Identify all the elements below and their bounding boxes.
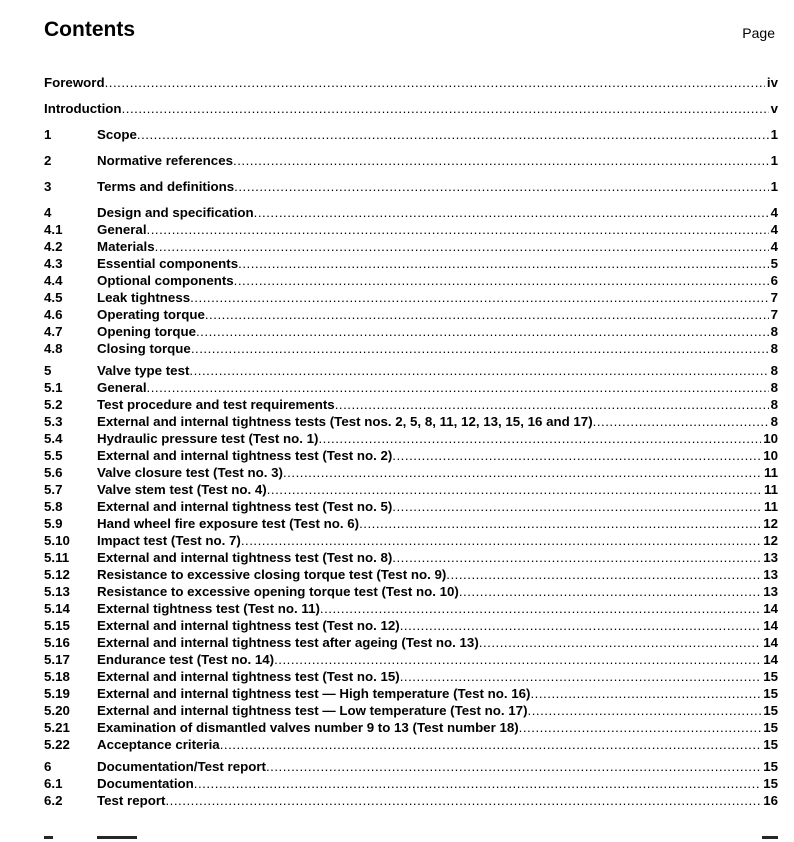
toc-entry-page: 8 xyxy=(770,341,778,356)
toc-entry-page: 13 xyxy=(763,550,778,565)
toc-entry[interactable] xyxy=(44,430,778,447)
toc-entry-page: 10 xyxy=(763,431,778,446)
dot-leader xyxy=(147,221,769,238)
toc-entry-page: 15 xyxy=(763,703,778,718)
toc-entry-title: Impact test (Test no. 7) xyxy=(97,533,241,548)
toc-entry-title: Valve stem test (Test no. 4) xyxy=(97,482,267,497)
toc-entry-title: External and internal tightness test — Low temperature (Test no. 17) xyxy=(97,703,528,718)
toc-entry-number: 4.2 xyxy=(44,239,63,254)
toc-entry-page: 15 xyxy=(763,776,778,791)
toc-entry-title: Test procedure and test requirements xyxy=(97,397,335,412)
toc-entry-page: 15 xyxy=(763,669,778,684)
toc-entry[interactable] xyxy=(44,758,778,775)
toc-entry-title: Introduction xyxy=(44,101,122,116)
dot-leader xyxy=(234,272,769,289)
toc-entry[interactable] xyxy=(44,532,778,549)
toc-entry[interactable] xyxy=(44,464,778,481)
toc-entry-number: 5.15 xyxy=(44,618,70,633)
toc-entry-title: Design and specification xyxy=(97,205,254,220)
toc-entry-title: General xyxy=(97,222,147,237)
dot-leader xyxy=(147,379,769,396)
toc-entry-number: 5.18 xyxy=(44,669,70,684)
dot-leader xyxy=(318,430,761,447)
toc-entry[interactable] xyxy=(44,549,778,566)
toc-entry[interactable] xyxy=(44,515,778,532)
toc-entry-number: 4 xyxy=(44,205,52,220)
toc-entry-number: 5.14 xyxy=(44,601,70,616)
dot-leader xyxy=(446,566,761,583)
toc-entry-title: External and internal tightness test — High temperature (Test no. 16) xyxy=(97,686,531,701)
toc-entry[interactable] xyxy=(44,634,778,651)
toc-entry-number: 5.22 xyxy=(44,737,70,752)
toc-entry-page: 11 xyxy=(763,482,778,497)
toc-entry-number: 4.1 xyxy=(44,222,63,237)
dot-leader xyxy=(122,100,769,117)
toc-entry-number: 5.13 xyxy=(44,584,70,599)
toc-entry-number: 5.7 xyxy=(44,482,63,497)
toc-entry-page: 14 xyxy=(763,601,778,616)
toc-entry[interactable] xyxy=(44,447,778,464)
toc-entry-title: External and internal tightness test (Test no. 5) xyxy=(97,499,393,514)
toc-entry-page: iv xyxy=(766,75,778,90)
toc-entry-title: Resistance to excessive opening torque test (Test no. 10) xyxy=(97,584,459,599)
toc-entry-page: 15 xyxy=(763,720,778,735)
toc-entry-title: Essential components xyxy=(97,256,239,271)
toc-entry-number: 4.6 xyxy=(44,307,63,322)
toc-entry-number: 5.9 xyxy=(44,516,63,531)
toc-entry-title: External and internal tightness tests (Test nos. 2, 5, 8, 11, 12, 13, 15, 16 and 17) xyxy=(97,414,593,429)
toc-entry-page: 4 xyxy=(770,205,778,220)
toc-entry-title: Hand wheel fire exposure test (Test no. 6) xyxy=(97,516,360,531)
dot-leader xyxy=(241,532,761,549)
toc-entry-title: Operating torque xyxy=(97,307,205,322)
toc-entry-title: External and internal tightness test (Test no. 15) xyxy=(97,669,400,684)
toc-entry[interactable] xyxy=(44,362,778,379)
dot-leader xyxy=(530,685,761,702)
dot-leader xyxy=(392,549,761,566)
toc-entry-page: 1 xyxy=(770,127,778,142)
toc-entry-number: 5.20 xyxy=(44,703,70,718)
toc-entry-title: Documentation xyxy=(97,776,194,791)
toc-entry-number: 5.11 xyxy=(44,550,70,565)
toc-entry-page: 15 xyxy=(763,686,778,701)
dot-leader xyxy=(274,651,761,668)
toc-entry-page: v xyxy=(770,101,778,116)
toc-entry-title: Valve closure test (Test no. 3) xyxy=(97,465,283,480)
toc-entry-number: 5.21 xyxy=(44,720,70,735)
toc-entry-page: 8 xyxy=(770,380,778,395)
toc-entry[interactable] xyxy=(44,566,778,583)
toc-entry[interactable] xyxy=(44,204,778,221)
dot-leader xyxy=(191,340,769,357)
toc-entry-number: 1 xyxy=(44,127,52,142)
toc-entry[interactable] xyxy=(44,719,778,736)
toc-entry[interactable] xyxy=(44,221,778,238)
toc-entry-title: Foreword xyxy=(44,75,105,90)
dot-leader xyxy=(528,702,762,719)
toc-entry-page: 12 xyxy=(763,533,778,548)
toc-entry-title: Valve type test xyxy=(97,363,190,378)
toc-entry-number: 4.8 xyxy=(44,341,63,356)
toc-entry[interactable] xyxy=(44,306,778,323)
toc-entry-number: 3 xyxy=(44,179,52,194)
toc-entry-page: 11 xyxy=(763,499,778,514)
dot-leader xyxy=(400,668,762,685)
dot-leader xyxy=(194,775,761,792)
dot-leader xyxy=(189,362,768,379)
dot-leader xyxy=(234,178,768,195)
toc-entry[interactable] xyxy=(44,100,778,117)
dot-leader xyxy=(320,600,761,617)
toc-entry-page: 4 xyxy=(770,222,778,237)
toc-entry-number: 5.8 xyxy=(44,499,63,514)
toc-entry-title: Leak tightness xyxy=(97,290,191,305)
page-title: Contents xyxy=(44,18,135,41)
toc-entry[interactable] xyxy=(44,323,778,340)
clipped-title-fragment xyxy=(97,836,137,839)
toc-entry[interactable] xyxy=(44,272,778,289)
dot-leader xyxy=(335,396,769,413)
dot-leader xyxy=(400,617,762,634)
toc-entry-number: 6.1 xyxy=(44,776,63,791)
toc-entry-title: External and internal tightness test (Test no. 8) xyxy=(97,550,393,565)
toc-entry-number: 5.2 xyxy=(44,397,63,412)
toc-entry-title: External and internal tightness test after ageing (Test no. 13) xyxy=(97,635,479,650)
toc-entry-page: 7 xyxy=(770,290,778,305)
toc-entry[interactable] xyxy=(44,498,778,515)
toc-entry-page: 1 xyxy=(770,153,778,168)
toc-entry[interactable] xyxy=(44,481,778,498)
toc-entry[interactable] xyxy=(44,651,778,668)
toc-entry-number: 4.3 xyxy=(44,256,63,271)
toc-entry[interactable] xyxy=(44,600,778,617)
toc-entry-page: 13 xyxy=(763,584,778,599)
dot-leader xyxy=(459,583,761,600)
toc-entry-title: Test report xyxy=(97,793,166,808)
toc-entry-title: External and internal tightness test (Test no. 2) xyxy=(97,448,393,463)
toc-entry-number: 6 xyxy=(44,759,52,774)
toc-entry-page: 8 xyxy=(770,414,778,429)
toc-entry-title: Opening torque xyxy=(97,324,196,339)
toc-entry[interactable] xyxy=(44,178,778,195)
dot-leader xyxy=(359,515,761,532)
toc-entry-number: 5.19 xyxy=(44,686,70,701)
toc-entry-title: Examination of dismantled valves number 9 to 13 (Test number 18) xyxy=(97,720,519,735)
dot-leader xyxy=(254,204,769,221)
dot-leader xyxy=(165,792,761,809)
toc-entry-title: Endurance test (Test no. 14) xyxy=(97,652,275,667)
toc-entry[interactable] xyxy=(44,668,778,685)
toc-entry-number: 6.2 xyxy=(44,793,63,808)
toc-entry-page: 8 xyxy=(770,324,778,339)
dot-leader xyxy=(205,306,769,323)
toc-entry[interactable] xyxy=(44,736,778,753)
toc-entry-number: 5.4 xyxy=(44,431,63,446)
toc-entry[interactable] xyxy=(44,255,778,272)
dot-leader xyxy=(266,758,761,775)
toc-entry-page: 13 xyxy=(763,567,778,582)
toc-entry-title: Resistance to excessive closing torque test (Test no. 9) xyxy=(97,567,447,582)
toc-entry-title: External and internal tightness test (Test no. 12) xyxy=(97,618,400,633)
toc-entry-page: 15 xyxy=(763,759,778,774)
dot-leader xyxy=(283,464,762,481)
toc-entry-number: 4.7 xyxy=(44,324,63,339)
toc-entry-number: 4.5 xyxy=(44,290,63,305)
page-column-label: Page xyxy=(742,25,775,41)
toc-entry[interactable] xyxy=(44,379,778,396)
toc-entry-page: 6 xyxy=(770,273,778,288)
toc-entry-number: 4.4 xyxy=(44,273,63,288)
toc-entry-page: 14 xyxy=(763,618,778,633)
toc-entry-title: Acceptance criteria xyxy=(97,737,220,752)
toc-entry-page: 14 xyxy=(763,635,778,650)
dot-leader xyxy=(593,413,769,430)
toc-entry-title: Documentation/Test report xyxy=(97,759,266,774)
toc-entry-page: 10 xyxy=(763,448,778,463)
toc-entry-number: 5.3 xyxy=(44,414,63,429)
toc-entry-number: 5.5 xyxy=(44,448,63,463)
toc-entry[interactable] xyxy=(44,289,778,306)
toc-entry-title: Normative references xyxy=(97,153,233,168)
toc-entry-page: 5 xyxy=(770,256,778,271)
clipped-next-entry xyxy=(44,836,778,842)
toc-entry-number: 5 xyxy=(44,363,52,378)
toc-entry-number: 5.17 xyxy=(44,652,70,667)
dot-leader xyxy=(196,323,769,340)
dot-leader xyxy=(105,74,765,91)
toc-entry-title: Closing torque xyxy=(97,341,191,356)
toc-entry-page: 11 xyxy=(763,465,778,480)
toc-entry[interactable] xyxy=(44,396,778,413)
toc-entry-page: 8 xyxy=(770,397,778,412)
dot-leader xyxy=(267,481,762,498)
toc-entry-title: Scope xyxy=(97,127,137,142)
dot-leader xyxy=(233,152,769,169)
clipped-number-fragment xyxy=(44,836,53,839)
toc-entry-page: 12 xyxy=(763,516,778,531)
toc-entry-page: 7 xyxy=(770,307,778,322)
toc-entry-page: 14 xyxy=(763,652,778,667)
toc-entry-title: Optional components xyxy=(97,273,234,288)
toc-entry-page: 16 xyxy=(763,793,778,808)
toc-entry-title: Materials xyxy=(97,239,155,254)
toc-entry-number: 5.6 xyxy=(44,465,63,480)
toc-entry[interactable] xyxy=(44,702,778,719)
dot-leader xyxy=(392,447,761,464)
toc-entry[interactable] xyxy=(44,413,778,430)
toc-entry-number: 5.16 xyxy=(44,635,70,650)
toc-entry[interactable] xyxy=(44,238,778,255)
toc-entry[interactable] xyxy=(44,792,778,809)
toc-entry[interactable] xyxy=(44,126,778,143)
toc-entry-title: General xyxy=(97,380,147,395)
dot-leader xyxy=(238,255,768,272)
table-of-contents xyxy=(44,74,778,809)
toc-entry-title: Terms and definitions xyxy=(97,179,235,194)
toc-entry-page: 4 xyxy=(770,239,778,254)
toc-entry[interactable] xyxy=(44,74,778,91)
dot-leader xyxy=(519,719,762,736)
toc-entry-number: 5.1 xyxy=(44,380,63,395)
toc-entry[interactable] xyxy=(44,775,778,792)
toc-entry-number: 5.10 xyxy=(44,533,70,548)
dot-leader xyxy=(392,498,762,515)
toc-entry-number: 5.12 xyxy=(44,567,70,582)
toc-entry-title: External tightness test (Test no. 11) xyxy=(97,601,320,616)
toc-entry-title: Hydraulic pressure test (Test no. 1) xyxy=(97,431,319,446)
toc-entry-page: 15 xyxy=(763,737,778,752)
toc-entry-page: 8 xyxy=(770,363,778,378)
toc-entry[interactable] xyxy=(44,152,778,169)
toc-entry[interactable] xyxy=(44,583,778,600)
dot-leader xyxy=(137,126,769,143)
toc-entry-page: 1 xyxy=(770,179,778,194)
dot-leader xyxy=(155,238,769,255)
toc-entry-number: 2 xyxy=(44,153,52,168)
clipped-page-fragment xyxy=(762,836,778,839)
toc-entry[interactable] xyxy=(44,340,778,357)
dot-leader xyxy=(479,634,761,651)
toc-entry[interactable] xyxy=(44,685,778,702)
dot-leader xyxy=(220,736,762,753)
toc-entry[interactable] xyxy=(44,617,778,634)
dot-leader xyxy=(190,289,768,306)
